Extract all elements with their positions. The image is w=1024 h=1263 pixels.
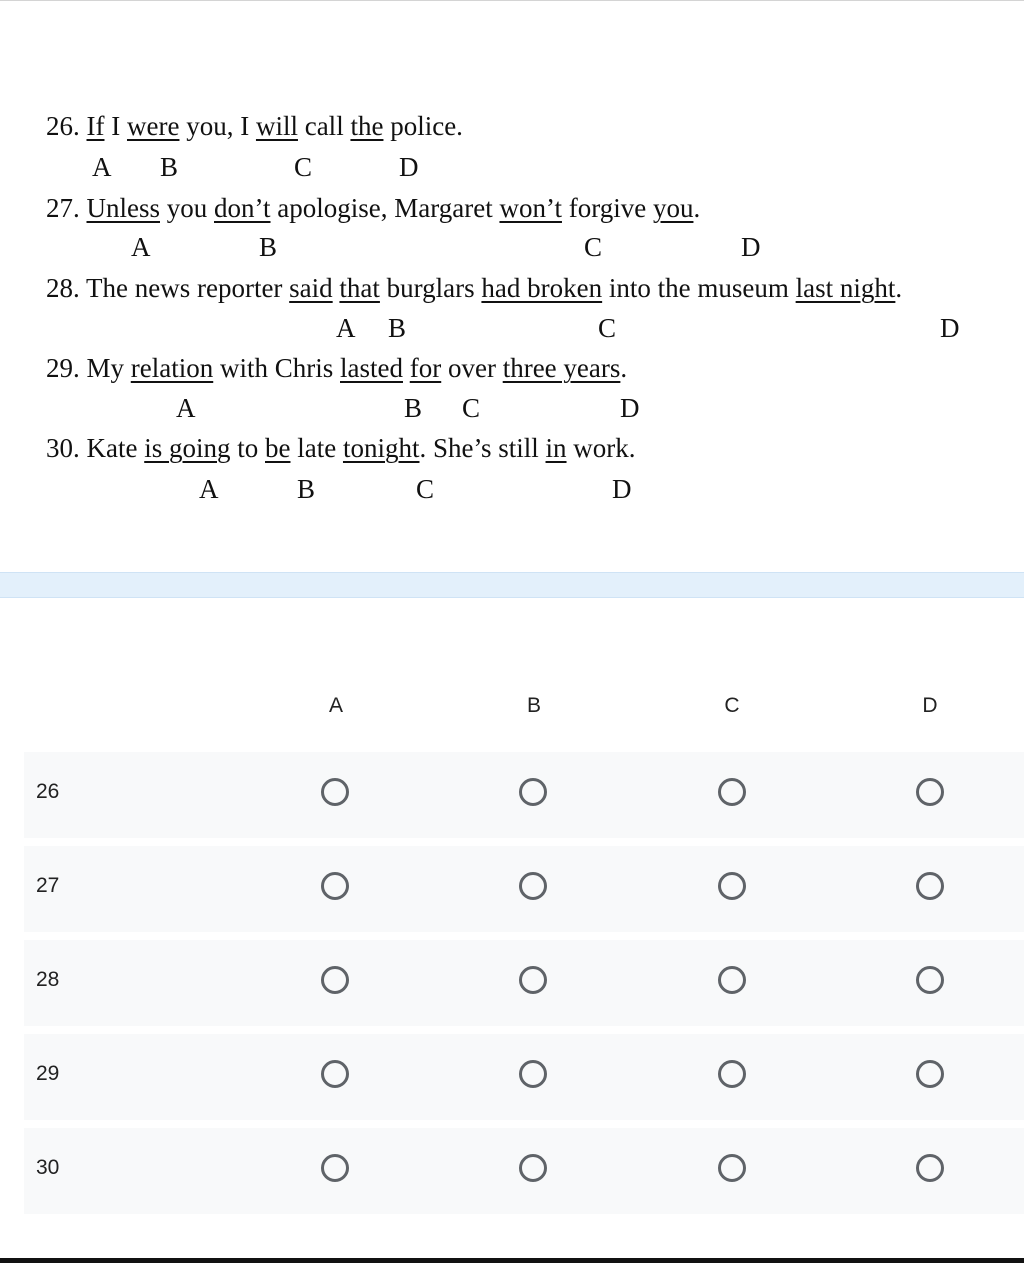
option-label-29-c: C (462, 393, 481, 423)
underlined-option-text: last night (795, 273, 896, 303)
grid-row-27 (24, 846, 1024, 932)
radio-29-d[interactable] (916, 1060, 944, 1088)
radio-26-c[interactable] (718, 778, 746, 806)
option-label-28-a: A (336, 313, 356, 343)
row-label: 27 (36, 874, 60, 897)
row-label: 28 (36, 968, 60, 991)
option-label-27-b: B (259, 232, 278, 262)
option-label-28-b: B (388, 313, 407, 343)
question-text: apologise, Margaret (270, 193, 500, 223)
grid-row-26 (24, 752, 1024, 838)
column-header-a: A (328, 694, 343, 717)
underlined-option-text: you (652, 193, 694, 223)
row-label: 26 (36, 780, 60, 803)
underlined-option-text: three years (502, 353, 621, 383)
question-text: 29. My (46, 353, 131, 383)
option-label-29-b: B (404, 393, 423, 423)
question-text: with Chris (213, 353, 340, 383)
option-label-26-b: B (160, 152, 179, 182)
grid-row-28 (24, 940, 1024, 1026)
question-text: 26. (46, 111, 87, 141)
question-text: forgive (561, 193, 653, 223)
question-text: you (160, 193, 214, 223)
question-text: police. (383, 111, 463, 141)
option-label-29-d: D (620, 393, 640, 423)
underlined-option-text: had broken (481, 273, 603, 303)
radio-29-a[interactable] (321, 1060, 349, 1088)
radio-27-b[interactable] (519, 872, 547, 900)
option-label-30-d: D (612, 474, 632, 504)
radio-30-d[interactable] (916, 1154, 944, 1182)
grid-row-30 (24, 1128, 1024, 1214)
question-text: to (230, 433, 265, 463)
top-divider (0, 0, 1024, 1)
question-text (403, 353, 410, 383)
underlined-option-text: be (265, 433, 291, 463)
question-text: late (290, 433, 343, 463)
question-text: burglars (379, 273, 482, 303)
underlined-option-text: the (350, 111, 384, 141)
underlined-option-text: said (289, 273, 333, 303)
bottom-border (0, 1258, 1024, 1263)
underlined-option-text: were (126, 111, 180, 141)
option-label-26-d: D (399, 152, 419, 182)
question-26 (46, 110, 463, 142)
question-text: . (895, 273, 903, 303)
option-label-29-a: A (176, 393, 196, 423)
question-29 (46, 352, 627, 384)
column-header-c: C (724, 694, 740, 717)
radio-29-c[interactable] (718, 1060, 746, 1088)
option-label-27-a: A (131, 232, 151, 262)
underlined-option-text: that (339, 273, 380, 303)
underlined-option-text: won’t (499, 193, 562, 223)
radio-27-a[interactable] (321, 872, 349, 900)
underlined-option-text: If (86, 111, 105, 141)
radio-30-b[interactable] (519, 1154, 547, 1182)
question-text: call (297, 111, 351, 141)
underlined-option-text: Unless (86, 193, 160, 223)
option-label-30-b: B (297, 474, 316, 504)
radio-30-a[interactable] (321, 1154, 349, 1182)
option-label-28-c: C (598, 313, 617, 343)
radio-27-c[interactable] (718, 872, 746, 900)
question-text: over (441, 353, 503, 383)
option-label-26-c: C (294, 152, 313, 182)
radio-26-b[interactable] (519, 778, 547, 806)
radio-27-d[interactable] (916, 872, 944, 900)
option-label-30-c: C (416, 474, 435, 504)
radio-26-d[interactable] (916, 778, 944, 806)
option-label-27-c: C (584, 232, 603, 262)
radio-28-d[interactable] (916, 966, 944, 994)
question-text: . She’s still (419, 433, 546, 463)
underlined-option-text: for (409, 353, 442, 383)
underlined-option-text: lasted (340, 353, 403, 383)
grid-row-29 (24, 1034, 1024, 1120)
question-28 (46, 272, 902, 304)
question-30 (46, 432, 636, 464)
radio-28-a[interactable] (321, 966, 349, 994)
question-text: 28. The news reporter (46, 273, 290, 303)
question-text: . (693, 193, 701, 223)
column-header-b: B (526, 694, 541, 717)
row-label: 30 (36, 1156, 60, 1179)
underlined-option-text: will (255, 111, 298, 141)
radio-29-b[interactable] (519, 1060, 547, 1088)
question-27 (46, 192, 700, 224)
question-text: you, I (179, 111, 256, 141)
question-text: I (104, 111, 127, 141)
underlined-option-text: relation (130, 353, 214, 383)
section-divider (0, 572, 1024, 598)
underlined-option-text: in (545, 433, 567, 463)
column-header-d: D (922, 694, 938, 717)
question-text: 27. (46, 193, 87, 223)
underlined-option-text: don’t (214, 193, 271, 223)
question-text: into the museum (602, 273, 796, 303)
underlined-option-text: is going (144, 433, 231, 463)
radio-26-a[interactable] (321, 778, 349, 806)
question-text: 30. Kate (46, 433, 145, 463)
question-text: . (620, 353, 628, 383)
radio-30-c[interactable] (718, 1154, 746, 1182)
option-label-27-d: D (741, 232, 761, 262)
option-label-30-a: A (199, 474, 219, 504)
radio-28-b[interactable] (519, 966, 547, 994)
underlined-option-text: tonight (342, 433, 420, 463)
option-label-28-d: D (940, 313, 960, 343)
option-label-26-a: A (92, 152, 112, 182)
radio-28-c[interactable] (718, 966, 746, 994)
question-text: work. (566, 433, 636, 463)
row-label: 29 (36, 1062, 60, 1085)
